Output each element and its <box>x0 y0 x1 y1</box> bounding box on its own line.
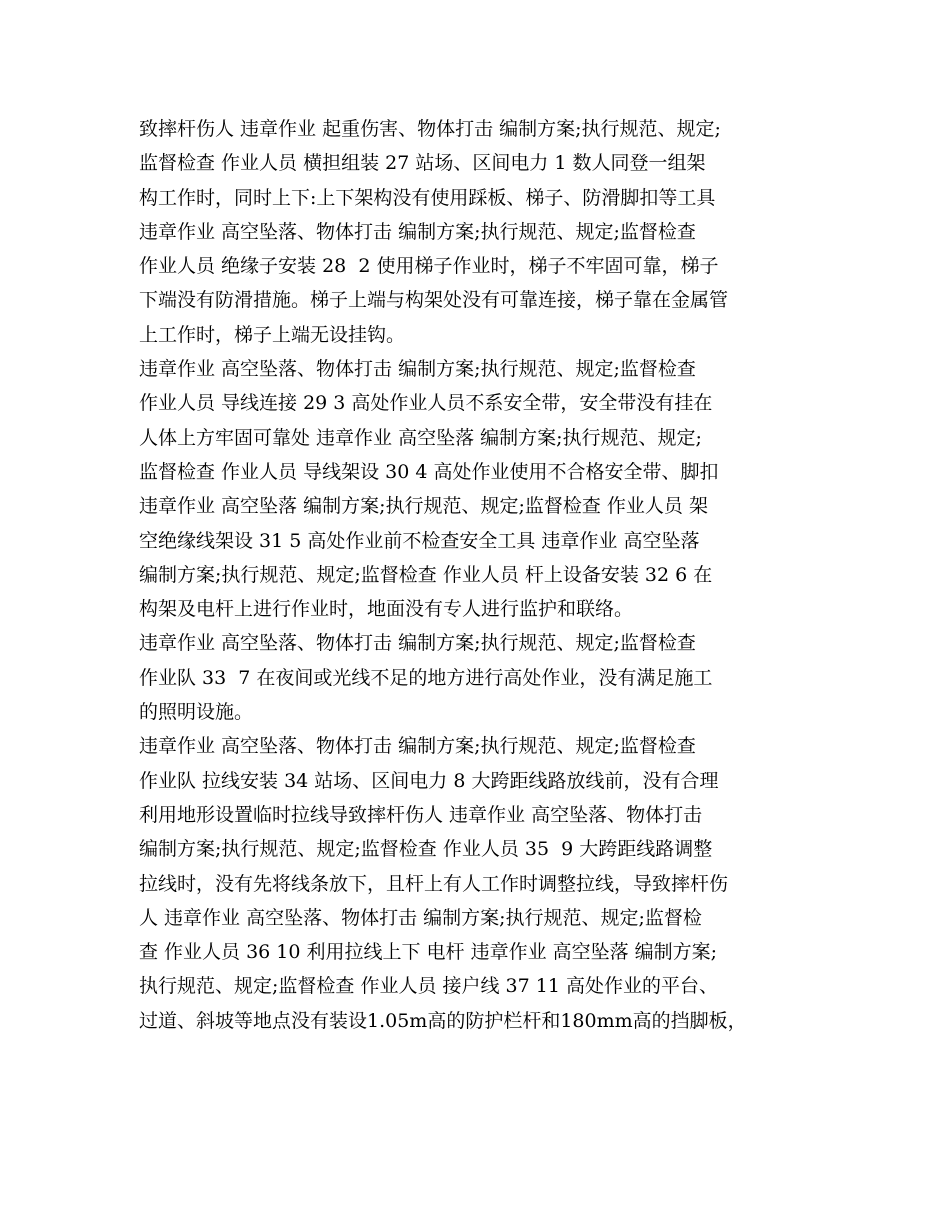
text-line: 下端没有防滑措施。梯子上端与构架处没有可靠连接，梯子靠在金属管 <box>139 289 729 312</box>
text-line: 作业人员 导线连接 29 3 高处作业人员不系安全带，安全带没有挂在 <box>139 392 713 415</box>
text-line: 致摔杆伤人 违章作业 起重伤害、物体打击 编制方案;执行规范、规定; <box>139 118 721 140</box>
text-line: 编制方案;执行规范、规定;监督检查 作业人员 35 9 大跨距线路调整 <box>139 838 713 861</box>
text-line: 作业队 33 7 在夜间或光线不足的地方进行高处作业，没有满足施工 <box>139 666 713 689</box>
text-line: 作业人员 绝缘子安装 28 2 使用梯子作业时，梯子不牢固可靠，梯子 <box>139 255 719 278</box>
text-line: 编制方案;执行规范、规定;监督检查 作业人员 杆上设备安装 32 6 在 <box>139 563 713 586</box>
text-line: 构工作时，同时上下:上下架构没有使用踩板、梯子、防滑脚扣等工具 <box>139 186 716 209</box>
document-body <box>139 112 819 1038</box>
text-line: 上工作时，梯子上端无设挂钩。 <box>139 323 406 346</box>
text-line: 构架及电杆上进行作业时，地面没有专人进行监护和联络。 <box>139 598 634 621</box>
text-line: 违章作业 高空坠落、物体打击 编制方案;执行规范、规定;监督检查 <box>139 735 696 758</box>
text-line: 利用地形设置临时拉线导致摔杆伤人 违章作业 高空坠落、物体打击 <box>139 803 703 826</box>
text-line: 人 违章作业 高空坠落、物体打击 编制方案;执行规范、规定;监督检 <box>139 906 702 929</box>
text-line: 监督检查 作业人员 导线架设 30 4 高处作业使用不合格安全带、脚扣 <box>139 460 719 483</box>
text-line: 过道、斜坡等地点没有装设1.05m高的防护栏杆和180mm高的挡脚板， <box>139 1009 747 1032</box>
text-line: 监督检查 作业人员 横担组装 27 站场、区间电力 1 数人同登一组架 <box>139 152 706 175</box>
text-line: 拉线时，没有先将线条放下，且杆上有人工作时调整拉线，导致摔杆伤 <box>139 872 729 895</box>
text-line: 执行规范、规定;监督检查 作业人员 接户线 37 11 高处作业的平台、 <box>139 975 718 998</box>
text-line: 违章作业 高空坠落、物体打击 编制方案;执行规范、规定;监督检查 <box>139 358 696 381</box>
text-line: 人体上方牢固可靠处 违章作业 高空坠落 编制方案;执行规范、规定; <box>139 426 702 449</box>
text-line: 作业队 拉线安装 34 站场、区间电力 8 大跨距线路放线前，没有合理 <box>139 769 719 792</box>
text-line: 违章作业 高空坠落、物体打击 编制方案;执行规范、规定;监督检查 <box>139 220 696 243</box>
text-line: 违章作业 高空坠落、物体打击 编制方案;执行规范、规定;监督检查 <box>139 632 696 655</box>
text-line: 查 作业人员 36 10 利用拉线上下 电杆 违章作业 高空坠落 编制方案; <box>139 941 718 964</box>
text-line: 的照明设施。 <box>139 701 254 724</box>
text-line: 空绝缘线架设 31 5 高处作业前不检查安全工具 违章作业 高空坠落 <box>139 529 700 552</box>
text-line: 违章作业 高空坠落 编制方案;执行规范、规定;监督检查 作业人员 架 <box>139 495 708 518</box>
